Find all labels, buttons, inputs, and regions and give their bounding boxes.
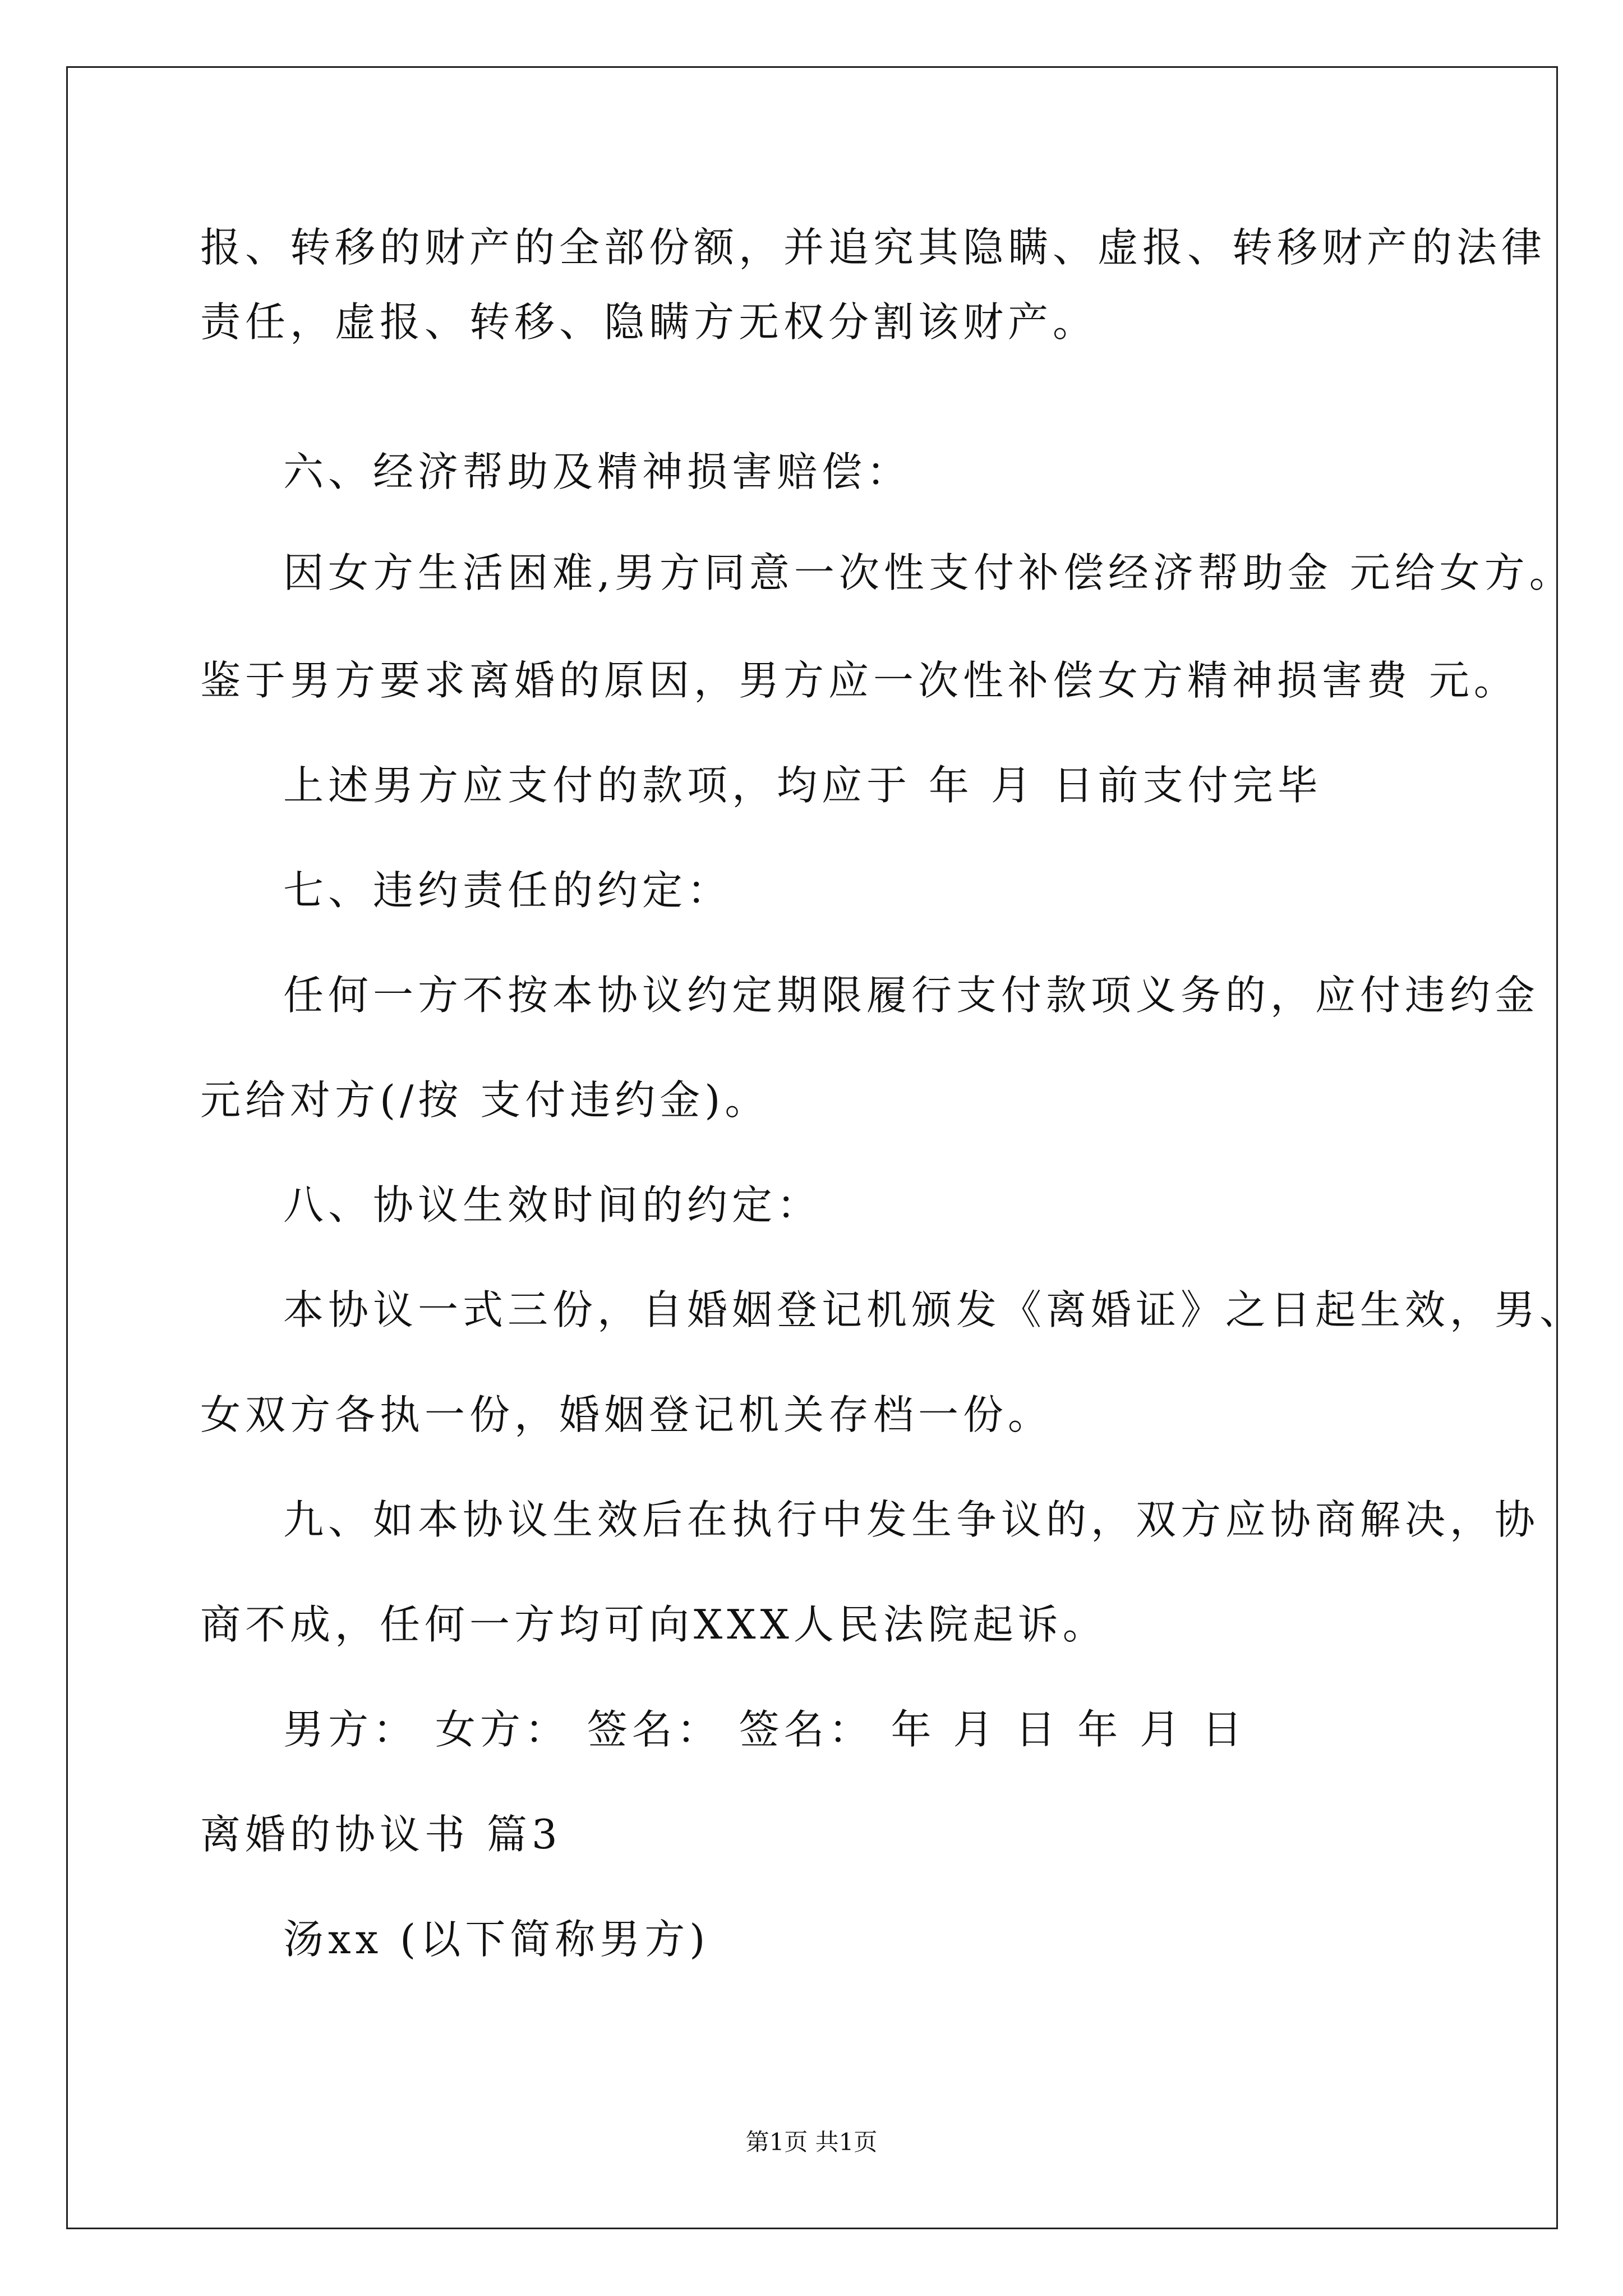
section-heading-six: 六、经济帮助及精神损害赔偿： xyxy=(283,448,912,495)
signature-line: 男方： 女方： 签名： 签名： 年 月 日 年 月 日 xyxy=(283,1706,1247,1753)
text-line-11: 本协议一式三份，自婚姻登记机颁发《离婚证》之日起生效，男、 xyxy=(283,1286,1585,1333)
article-title: 离婚的协议书 篇3 xyxy=(200,1811,562,1858)
page-indicator: 第1页 共1页 xyxy=(745,2128,878,2156)
section-heading-eight: 八、协议生效时间的约定： xyxy=(283,1181,822,1228)
text-line-5: 鉴于男方要求离婚的原因，男方应一次性补偿女方精神损害费 元。 xyxy=(200,657,1519,704)
text-line-4: 因女方生活困难,男方同意一次性支付补偿经济帮助金 元给女方。 xyxy=(283,549,1574,596)
text-line-9: 元给对方(/按 支付违约金)。 xyxy=(200,1076,770,1124)
text-line-8: 任何一方不按本协议约定期限履行支付款项义务的，应付违约金 xyxy=(283,972,1540,1019)
text-line-6: 上述男方应支付的款项，均应于 年 月 日前支付完毕 xyxy=(283,762,1322,809)
text-line-1: 报、转移的财产的全部份额，并追究其隐瞒、虚报、转移财产的法律 xyxy=(200,224,1547,271)
section-heading-nine: 九、如本协议生效后在执行中发生争议的，双方应协商解决，协 xyxy=(283,1496,1540,1543)
page-border xyxy=(66,66,1558,2229)
text-line-14: 商不成，任何一方均可向XXX人民法院起诉。 xyxy=(200,1601,1108,1648)
text-line-12: 女双方各执一份，婚姻登记机关存档一份。 xyxy=(200,1391,1053,1438)
text-line-17: 汤xx (以下简称男方) xyxy=(283,1916,710,1963)
section-heading-seven: 七、违约责任的约定： xyxy=(283,867,732,914)
text-line-2: 责任，虚报、转移、隐瞒方无权分割该财产。 xyxy=(200,298,1098,346)
